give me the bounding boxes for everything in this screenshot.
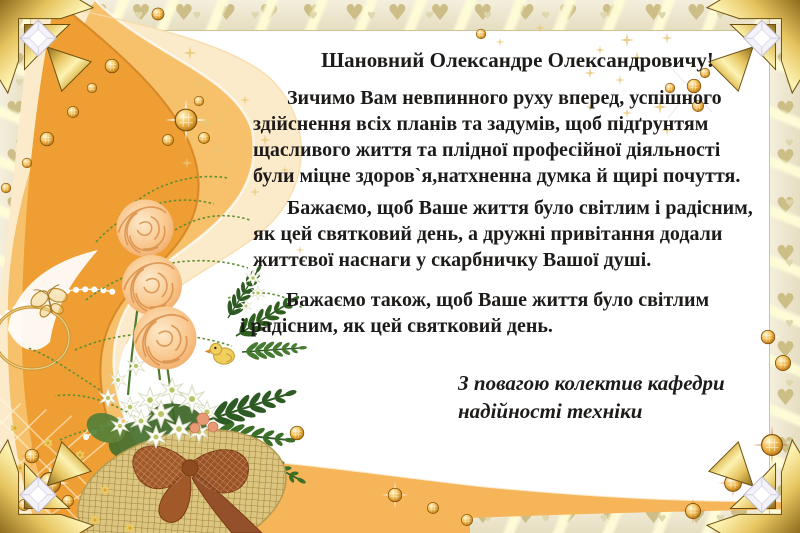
signature-line: надійності техніки [458,399,643,423]
text-line: життєвої наснаги у скарбничку Вашої душі. [253,249,652,271]
card-title: Шановний Олександре Олександровичу! [321,48,714,72]
paragraph-2 [253,195,753,273]
text-line: і радісним, як цей святковий день. [240,315,553,337]
text-line: були міцне здоров`я,натхненна думка й щирі почуття. [253,165,741,187]
signature [458,369,725,425]
text-line: Бажаємо також, щоб Ваше життя було світлим [286,289,710,311]
text-line: щасливого життя та плідної професійної діяльності [253,139,721,161]
text-line: Зичимо Вам невпинного руху вперед, успішного [287,87,722,109]
signature-line: З повагою колектив кафедри [458,371,725,395]
text-line: Бажаємо, щоб Ваше життя було світлим і радісним, [287,197,753,219]
text-line: здійснення всіх планів та задумів, щоб підґрунтям [253,113,709,135]
paragraph-1 [253,85,740,189]
text-line: як цей святковий день, а дружні привітання додали [253,223,723,245]
paragraph-3 [240,287,709,339]
